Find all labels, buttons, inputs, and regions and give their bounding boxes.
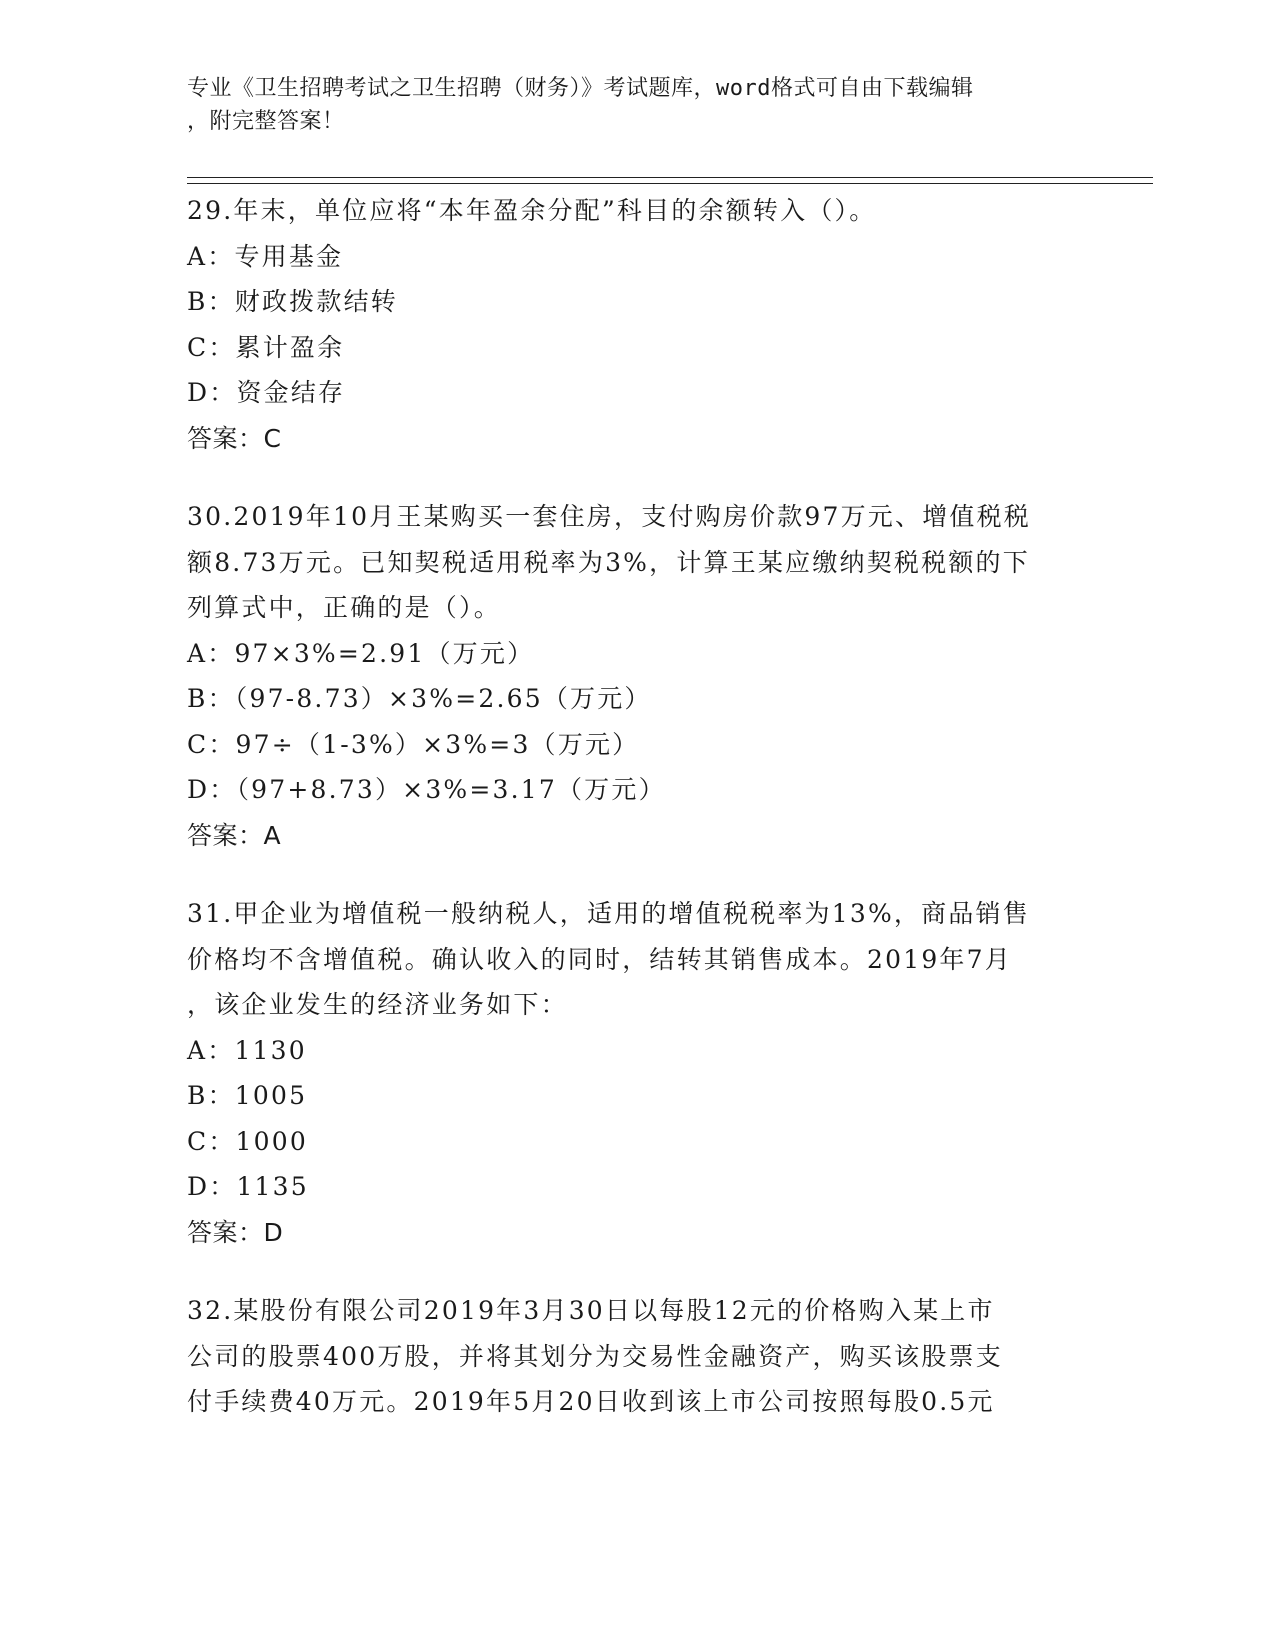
- answer-label: 答案：D: [187, 1217, 284, 1247]
- question-list: [187, 188, 1087, 1458]
- option-d: D：资金结存: [187, 378, 346, 407]
- header-divider-top: [187, 177, 1153, 178]
- option-b: B：（97-8.73）×3%=2.65（万元）: [187, 684, 652, 713]
- option-a: A：1130: [187, 1035, 307, 1065]
- header-line-1: 专业《卫生招聘考试之卫生招聘（财务）》考试题库，word格式可自由下载编辑: [187, 76, 974, 101]
- question-text: ，该企业发生的经济业务如下：: [187, 990, 568, 1019]
- answer-label: 答案：A: [187, 820, 282, 850]
- question-30: [187, 494, 1087, 858]
- question-text: 公司的股票400万股，并将其划分为交易性金融资产，购买该股票支: [187, 1341, 1003, 1371]
- question-text: 32.某股份有限公司2019年3月30日以每股12元的价格购入某上市: [187, 1296, 995, 1325]
- option-b: B：1005: [187, 1081, 308, 1110]
- question-text: 29.年末，单位应将“本年盈余分配”科目的余额转入（）。: [187, 196, 877, 225]
- question-text: 额8.73万元。已知契税适用税率为3%，计算王某应缴纳契税税额的下: [187, 547, 1030, 577]
- option-d: D：（97+8.73）×3%=3.17（万元）: [187, 775, 666, 804]
- document-header: [187, 72, 1087, 138]
- header-line-2: ，附完整答案！: [187, 109, 345, 134]
- question-32: [187, 1288, 1087, 1425]
- option-c: C：1000: [187, 1126, 308, 1156]
- question-text: 30.2019年10月王某购买一套住房，支付购房价款97万元、增值税税: [187, 502, 1032, 531]
- option-c: C：累计盈余: [187, 332, 345, 362]
- question-text: 31.甲企业为增值税一般纳税人，适用的增值税税率为13%，商品销售: [187, 899, 1030, 928]
- option-d: D：1135: [187, 1172, 309, 1201]
- header-divider-bottom: [187, 183, 1153, 184]
- option-b: B：财政拨款结转: [187, 287, 398, 316]
- question-text: 付手续费40万元。2019年5月20日收到该上市公司按照每股0.5元: [187, 1387, 995, 1416]
- option-a: A：专用基金: [187, 241, 344, 271]
- question-31: [187, 891, 1087, 1255]
- question-29: [187, 188, 1087, 461]
- question-text: 价格均不含增值税。确认收入的同时，结转其销售成本。2019年7月: [187, 944, 1012, 974]
- option-c: C：97÷（1-3%）×3%=3（万元）: [187, 729, 640, 759]
- option-a: A：97×3%=2.91（万元）: [187, 638, 535, 668]
- answer-label: 答案：C: [187, 423, 282, 453]
- question-text: 列算式中，正确的是（）。: [187, 593, 501, 622]
